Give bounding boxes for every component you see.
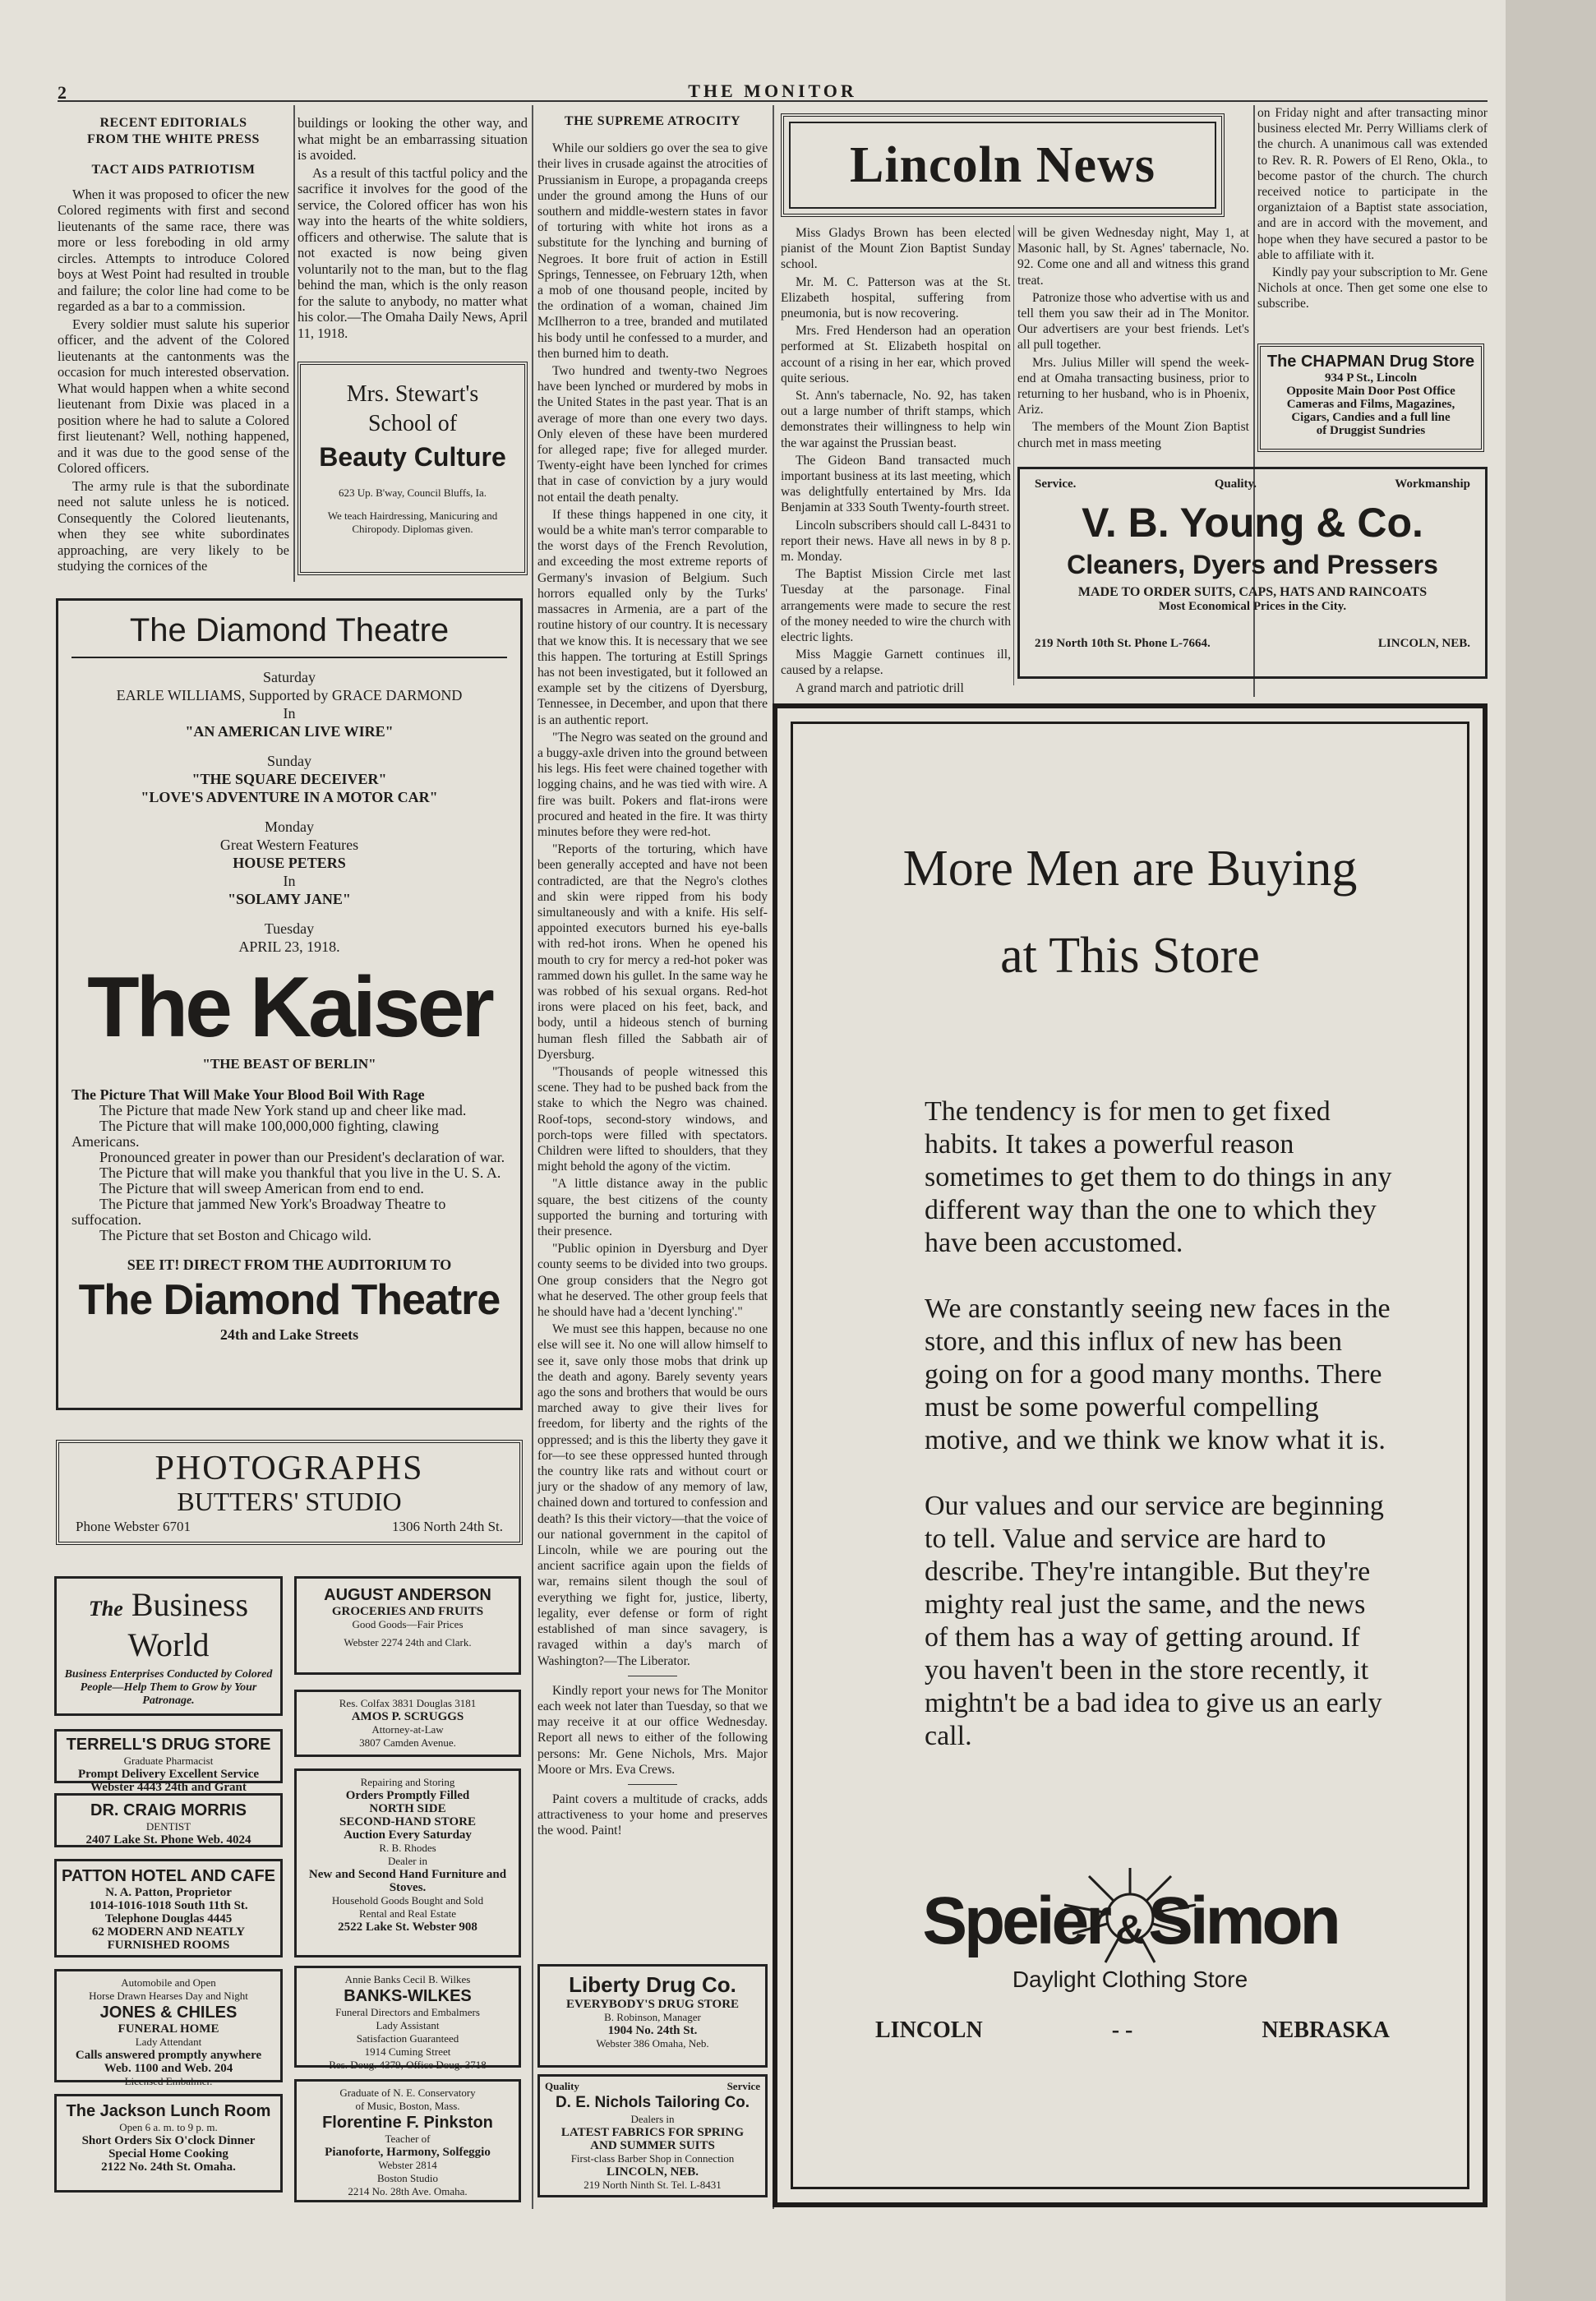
anderson-ad	[294, 1576, 521, 1675]
schedule-day: Monday	[265, 818, 314, 835]
article-heading: THE SUPREME ATROCITY	[564, 114, 741, 128]
ad-line: LINCOLN, NEB.	[1377, 637, 1470, 650]
ad-line: Attorney-at-Law	[371, 1723, 444, 1736]
news-item: Miss Gladys Brown has been elected pianist of the Mount Zion Baptist Sunday school.	[781, 226, 1011, 272]
jones-chiles-ad	[54, 1969, 283, 2087]
ad-line: Prompt Delivery Excellent Service	[77, 1768, 260, 1781]
ad-line: Web. 1100 and Web. 204	[104, 2062, 233, 2075]
news-item: Mrs. Fred Henderson had an operation performed at St. Elizabeth hospital on account of a rising in her ear, which proved quite serious.	[781, 324, 1011, 385]
jackson-lunch-ad	[54, 2094, 283, 2193]
film-title: "SOLAMY JANE"	[228, 891, 351, 907]
pitch-line: The Picture that jammed New York's Broadway Theatre to suffocation.	[71, 1196, 446, 1228]
ad-line: N. A. Patton, Proprietor	[105, 1886, 232, 1899]
ad-headline: More Men are Buying	[902, 841, 1358, 897]
ad-line: of Music, Boston, Mass.	[355, 2100, 460, 2112]
editorial-continued	[298, 115, 528, 353]
ad-line: of Druggist Sundries	[1316, 424, 1426, 437]
pitch-line: The Picture that will sweep American from end to end.	[99, 1180, 424, 1197]
logo-word: Simon	[1148, 1884, 1338, 1958]
schedule-day: Tuesday	[264, 920, 315, 937]
schedule-line: EARLE WILLIAMS, Supported by GRACE DARMOND	[116, 687, 463, 703]
nichols-tailoring-ad	[537, 2074, 768, 2197]
ad-line: Orders Promptly Filled	[345, 1789, 470, 1802]
ad-line: Telephone Douglas 4445	[104, 1912, 233, 1925]
ad-line: 2522 Lake St. Webster 908	[338, 1921, 477, 1934]
patton-ad	[54, 1859, 283, 1957]
paragraph: "A little distance away in the public square, the best citizens of the county supported the burning and torturing with their presence.	[537, 1177, 768, 1239]
ad-line: 3807 Camden Avenue.	[359, 1736, 456, 1749]
chapman-drug-ad	[1257, 344, 1484, 452]
ad-line: Dealers in	[630, 2113, 675, 2125]
lincoln-news-right	[1017, 225, 1249, 452]
business-name: NORTH SIDE	[369, 1802, 446, 1815]
ad-line: Cameras and Films, Magazines,	[1286, 398, 1455, 411]
studio-phone: Phone Webster 6701	[76, 1519, 191, 1534]
schedule-line: In	[283, 705, 296, 722]
ad-line: Licensed Embalmer.	[124, 2075, 213, 2087]
ad-line: Opposite Main Door Post Office	[1286, 385, 1455, 398]
schedule-date: APRIL 23, 1918.	[238, 938, 340, 955]
pitch-list	[71, 1087, 507, 1243]
column-rule	[532, 105, 533, 2209]
photographs-ad	[56, 1440, 523, 1545]
ad-line: Household Goods Bought and Sold	[331, 1894, 484, 1907]
paragraph: If these things happened in one city, it would be a white man's terror comparable to the worst days of the French Revolution, and exceeding the most extreme reports of Germany's invasion of Belgium. Such horrors equalled only by the Turks' massacres in Armenia, are a part of the routine history of our country. It is necessary that we know this. It is necessary that we see this happen. The torturing at Estill Springs has not been investigated, but it followed an example set by the citizens of Dyersburg, Tennessee, in December, and upon that there is an authentic report.	[537, 507, 768, 727]
ad-line: Service.	[1035, 477, 1077, 491]
business-name: The CHAPMAN Drug Store	[1266, 353, 1475, 371]
ad-line: FURNISHED ROOMS	[107, 1939, 230, 1952]
news-item: The Baptist Mission Circle met last Tuesday at the parsonage. Final arrangements were made to secure the rest of the money needed to wire the church with electric lights.	[781, 567, 1011, 645]
bw-line1: Business	[131, 1586, 249, 1623]
ad-paragraph: Our values and our service are beginning to tell. Value and service are hard to describe. They're intangible. But they're mighty real just the same, and the news of them has a way of getting around. If you haven't been in the store recently, it mightn't be a bad idea to give us an early call.	[925, 1491, 1384, 1751]
logo-amp: &	[1115, 1907, 1142, 1953]
ad-line: 1914 Cuming Street	[364, 2045, 451, 2058]
business-name: PATTON HOTEL AND CAFE	[62, 1867, 275, 1885]
ad-line: R. B. Rhodes	[379, 1842, 436, 1854]
northside-store-ad	[294, 1768, 521, 1957]
ad-line: Quality	[545, 2080, 579, 2092]
ad-line: FUNERAL HOME	[118, 2022, 219, 2036]
business-name: V. B. Young & Co.	[1082, 500, 1423, 546]
ad-line: 934 P St., Lincoln	[1324, 371, 1418, 385]
ad-line: LINCOLN, NEB.	[606, 2165, 699, 2179]
ad-line: B. Robinson, Manager	[604, 2011, 701, 2023]
schedule-day: Saturday	[263, 669, 316, 685]
editorial-heading: FROM THE WHITE PRESS	[87, 131, 260, 146]
paragraph: buildings or looking the other way, and what might be an embarrassing situation is avoided.	[298, 115, 528, 163]
ad-line: EVERYBODY'S DRUG STORE	[565, 1998, 740, 2011]
ad-line: School of	[367, 411, 458, 436]
business-name: DR. CRAIG MORRIS	[90, 1801, 247, 1819]
ad-line: Graduate Pharmacist	[123, 1755, 214, 1767]
ad-line: 1014-1016-1018 South 11th St.	[89, 1899, 248, 1912]
morris-ad	[54, 1793, 283, 1847]
photo-title: PHOTOGRAPHS	[155, 1450, 424, 1487]
ad-line: Lady Assistant	[376, 2019, 440, 2031]
speier-simon-ad	[773, 703, 1488, 2207]
ad-line: Rental and Real Estate	[358, 1907, 457, 1920]
paragraph: Every soldier must salute his superior officer, and the advent of the Colored lieutenants at the cantonments was the occasion for much interested observation. What would happen when a white second lieutenant from Dixie was placed in a position where he had to salute a Colored first lieutenant? Well, nothing happened, and it was due to the good sense of the Colored officers.	[58, 316, 289, 476]
paragraph: While our soldiers go over the sea to give their lives in crusade against the atrocities of Prussianism in Europe, a propaganda creeps under the ground among the Huns of our southern and middle-western states in favor of torturing with white hot irons as a substitute for the lynching and burning of Negroes. It bore fruit of action in Estill Springs, Tennessee, on February 12th, when a mob of one thousand people, incited by the ordination of a woman, chained Jim McIlherron to a tree, branded and mutilated his body until he confessed to a murder, and then burned him to death.	[537, 141, 768, 361]
ad-line: 62 MODERN AND NEATLY	[91, 1925, 246, 1939]
ad-detail: We teach Hairdressing, Manicuring and Chiropody. Diplomas given.	[327, 510, 498, 535]
schedule-line: Great Western Features	[219, 837, 359, 853]
pitch-line: The Picture That Will Make Your Blood Boil With Rage	[71, 1086, 425, 1103]
ad-line: Auction Every Saturday	[344, 1828, 472, 1842]
paragraph: "Public opinion in Dyersburg and Dyer county seems to be divided into two groups. One group considers that the Negro got what he deserved. The other group feels that he should have had a 'decent lynching'."	[537, 1242, 768, 1320]
terrell-ad	[54, 1729, 283, 1794]
theatre-title-large: The Diamond Theatre	[78, 1276, 500, 1324]
news-item: The members of the Mount Zion Baptist church met in mass meeting	[1017, 420, 1249, 450]
news-item: will be given Wednesday night, May 1, at Masonic hall, by St. Agnes' tabernacle, No. 92. Come one and all and witness this grand treat.	[1017, 226, 1249, 288]
business-name: AMOS P. SCRUGGS	[351, 1710, 464, 1723]
ad-city: LINCOLN	[875, 2017, 983, 2043]
business-world-ad	[54, 1576, 283, 1716]
ad-line: Mrs. Stewart's	[346, 381, 479, 407]
ad-line: Calls answered promptly anywhere	[75, 2049, 262, 2062]
business-name: The Jackson Lunch Room	[66, 2102, 271, 2120]
ad-line: Special Home Cooking	[108, 2147, 228, 2160]
ad-line: 219 North 10th St. Phone L-7664.	[1035, 637, 1211, 650]
schedule-day: Sunday	[267, 753, 311, 769]
lincoln-news-left	[781, 225, 1011, 695]
ad-line: Lady Attendant	[135, 2036, 202, 2048]
ad-line: Service	[727, 2080, 760, 2092]
young-cleaners-ad	[1017, 467, 1488, 679]
ad-line: DENTIST	[145, 1820, 191, 1833]
diamond-theatre-ad	[56, 598, 523, 1410]
editorial-subhead: TACT AIDS PATRIOTISM	[91, 163, 256, 177]
pinkston-ad	[294, 2079, 521, 2202]
ad-line: Pianoforte, Harmony, Solfeggio	[325, 2146, 491, 2159]
paragraph: The army rule is that the subordinate need not salute unless he is noticed. Consequently the Colored lieutenants, when they see white subordinates approaching, are very likely to be studying the cornices of the	[58, 477, 289, 574]
ad-line: New and Second Hand Furniture and Stoves.	[308, 1868, 507, 1894]
ad-line: 2407 Lake St. Phone Web. 4024	[85, 1833, 251, 1847]
film-title: "LOVE'S ADVENTURE IN A MOTOR CAR"	[141, 789, 438, 805]
paragraph: "The Negro was seated on the ground and a buggy-axle driven into the ground between his legs. His feet were chained together with logging chains, and he was tied with wire. A fire was built. Pokers and flat-irons were procured and heated in the fire. It was thirty minutes before they were red-hot.	[537, 730, 768, 839]
news-item: Miss Maggie Garnett continues ill, caused by a relapse.	[781, 648, 1011, 678]
theatre-address: 24th and Lake Streets	[219, 1326, 359, 1343]
pitch-line: The Picture that set Boston and Chicago wild.	[99, 1227, 371, 1243]
news-item: Lincoln subscribers should call L-8431 to report their news. Have all news in by 8 p. m. Monday.	[781, 518, 1011, 565]
ad-line: Most Economical Prices in the City.	[1158, 600, 1347, 613]
ad-line: Webster 2274 24th and Clark.	[344, 1636, 472, 1649]
ad-line: AND SUMMER SUITS	[590, 2139, 715, 2152]
kaiser-title: The Kaiser	[87, 960, 491, 1055]
business-name: JONES & CHILES	[99, 2004, 238, 2022]
studio-name: BUTTERS' STUDIO	[177, 1487, 402, 1516]
ad-line: Graduate of N. E. Conservatory	[339, 2087, 476, 2099]
ad-line: Good Goods—Fair Prices	[352, 1618, 464, 1630]
ad-line: First-class Barber Shop in Connection	[570, 2152, 735, 2165]
ad-line: Short Orders Six O'clock Dinner	[81, 2134, 256, 2147]
paint-paragraph: Paint covers a multitude of cracks, adds attractiveness to your home and preserves the wood. Paint!	[537, 1791, 768, 1838]
bw-line2: World	[127, 1626, 210, 1663]
paragraph: When it was proposed to oficer the new Colored regiments with first and second lieutenants of the same race, there was more or less foreboding in old army circles. Attempts to introduce Colored boys at West Point had resulted in trouble and failure; the color line had come to be regarded as a bar to a commission.	[58, 186, 289, 314]
speier-logo	[842, 1884, 1418, 1993]
ad-line: Automobile and Open	[121, 1976, 216, 1989]
church-news-column	[1257, 105, 1488, 335]
ad-line: 1904 No. 24th St.	[607, 2024, 698, 2037]
ad-line: 2122 No. 24th St. Omaha.	[101, 2160, 236, 2174]
ad-line: 2214 No. 28th Ave. Omaha.	[348, 2185, 468, 2197]
paragraph: on Friday night and after transacting minor business elected Mr. Perry Williams clerk of the church. A unanimous call was extended to Rev. R. R. Powers of El Reno, Okla., to become pastor of the church. The church received notice to participate in the organiztaion of a Baptist state association, and are in accord with the movement, and hope when they have secured a pastor to be able to affiliate with it.	[1257, 106, 1488, 262]
ad-line: Horse Drawn Hearses Day and Night	[89, 1990, 248, 2002]
paragraph: "Reports of the torturing, which have been generally accepted and have not been contradicted, are that the Negro's clothes and skin were ripped from his body simultaneously and with a knife. His self-appointed executors burned his eye-balls with red-hot irons. When he opened his mouth to cry for mercy a red-hot poker was rammed down his gullet. In the same way he was robbed of his sexual organs. Red-hot irons were placed on his feet, back, and body, until a hideous stench of burning human flesh filled the Sabbath air of Dyersburg.	[537, 842, 768, 1062]
see-it-line: SEE IT! DIRECT FROM THE AUDITORIUM TO	[127, 1257, 452, 1273]
business-name: Liberty Drug Co.	[569, 1972, 736, 1997]
paragraph: Two hundred and twenty-two Negroes have been lynched or murdered by mobs in the United States in the past year. That is an average of more than one every two days. Only eleven of these have been murdered for alleged rape; five for alleged murder. Twenty-eight have been lynched for crimes that in case of conviction by a jury would not entail the death penalty.	[537, 364, 768, 505]
film-title: "THE SQUARE DECEIVER"	[191, 771, 387, 787]
pitch-line: Pronounced greater in power than our President's declaration of war.	[99, 1149, 505, 1165]
notice-paragraph: Kindly report your news for The Monitor each week not later than Tuesday, so that we may receive it at our office Wednesday. Report all news to either of the following persons: Mr. Gene Nichols, Mrs. Major Moore or Mrs. Eva Crews.	[537, 1683, 768, 1777]
ad-line: Quality.	[1214, 477, 1257, 491]
film-title: "AN AMERICAN LIVE WIRE"	[185, 723, 394, 740]
bw-tagline: Business Enterprises Conducted by Colored People—Help Them to Grow by Your Patronage.	[64, 1668, 273, 1707]
schedule-line: In	[283, 873, 296, 889]
theatre-title: The Diamond Theatre	[71, 609, 507, 658]
scruggs-ad	[294, 1690, 521, 1757]
ad-state: NEBRASKA	[1262, 2017, 1390, 2043]
paragraph: We must see this happen, because no one else will see it. No one will allow himself to see it, save only those mobs that drink up the death and agony. Barely seventy years ago the sons and brothers that would be ours marched away to give their lives for freedom, for liberty and the rights of the oppressed; and is this the liberty they gave it for—to see these oppressed hunted through the country like rats and without court or jury or the shadow of any memory of law, chained down and tortured to confession and death? Is this their victory—that the voice of our national government in the capitol of Lincoln, while we are pouring out the ancient sacrifice again upon the fields of war, remains silent though the soul of everything we fight for, justice, liberty, legality, ever defense or form of right established of man since savagery, is ravaged within a day's march of Washington?—The Liberator.	[537, 1322, 768, 1668]
lincoln-news-title: Lincoln News	[850, 136, 1155, 193]
business-name: AUGUST ANDERSON	[324, 1586, 491, 1604]
column-rule	[293, 105, 295, 582]
news-item: St. Ann's tabernacle, No. 92, has taken out a large number of thrift stamps, which demonstrates their willingness to help win the war against the Prussian beast.	[781, 389, 1011, 450]
ad-line: Dealer in	[387, 1855, 427, 1867]
liberty-drug-ad	[537, 1964, 768, 2068]
ad-dash: - -	[1111, 2017, 1133, 2043]
editorial-column	[58, 115, 289, 583]
business-name: D. E. Nichols Tailoring Co.	[555, 2094, 750, 2111]
ad-line: Res. Doug. 4379, Office Doug. 3718	[329, 2059, 487, 2071]
schedule-line: HOUSE PETERS	[233, 855, 346, 871]
ad-line: Res. Colfax 3831 Douglas 3181	[339, 1697, 477, 1709]
ad-title: Beauty Culture	[319, 442, 506, 472]
news-item: Mrs. Julius Miller will spend the week-end at Omaha transacting business, prior to returning to her husband, who is in Phoenix, Ariz.	[1017, 355, 1249, 417]
kaiser-subtitle: "THE BEAST OF BERLIN"	[202, 1056, 376, 1072]
business-name: TERRELL'S DRUG STORE	[66, 1736, 271, 1754]
logo-tagline: Daylight Clothing Store	[1012, 1967, 1248, 1992]
business-name: SECOND-HAND STORE	[339, 1815, 476, 1828]
ad-line: Webster 4443 24th and Grant	[90, 1781, 247, 1794]
ad-line: Boston Studio	[376, 2172, 439, 2184]
ad-line: Cigars, Candies and a full line	[1291, 411, 1451, 424]
studio-address: 1306 North 24th St.	[391, 1519, 503, 1534]
ad-line: Open 6 a. m. to 9 p. m.	[119, 2121, 218, 2133]
paragraph: As a result of this tactful policy and the sacrifice it involves for the good of the service, the Colored officer has won his way into the hearts of the white soldiers, officers and otherwise. The salute that is not exacted is now being given voluntarily not to the man, but to the flag behind the man, which is the only reason for the salute to anybody, no matter what his color.—The Omaha Daily News, April 11, 1918.	[298, 164, 528, 341]
logo-word: Speier	[922, 1884, 1109, 1958]
stewart-ad	[298, 362, 528, 575]
news-item: Patronize those who advertise with us and tell them you saw their ad in The Monitor. Our advertisers are your best friends. Let's all pull together.	[1017, 290, 1249, 353]
ad-line: Funeral Directors and Embalmers	[335, 2006, 480, 2018]
news-item: The Gideon Band transacted much important business at its last meeting, which was delightfully entertained by Mrs. Ida Benjamin at 333 South Twenty-fourth street.	[781, 453, 1011, 515]
ad-line: Webster 2814	[378, 2159, 437, 2171]
news-item: A grand march and patriotic drill	[796, 680, 964, 695]
ad-line: Workmanship	[1395, 477, 1470, 491]
editorial-heading: RECENT EDITORIALS	[99, 116, 247, 130]
ad-paragraph: We are constantly seeing new faces in the store, and this influx of new has been going on for a good many months. There must be some powerful compelling motive, and we think we know what it is.	[925, 1293, 1391, 1455]
pitch-line: The Picture that will make 100,000,000 fighting, clawing Americans.	[71, 1118, 439, 1150]
news-item: Mr. M. C. Patterson was at the St. Elizabeth hospital, suffering from pneumonia, but is now recovering.	[781, 274, 1011, 321]
ad-line: 219 North Ninth St. Tel. L-8431	[584, 2179, 722, 2191]
lincoln-news-masthead	[781, 113, 1225, 217]
ad-line: LATEST FABRICS FOR SPRING	[560, 2126, 745, 2139]
ad-line: Webster 386 Omaha, Neb.	[596, 2037, 709, 2050]
pitch-line: The Picture that will make you thankful that you live in the U. S. A.	[99, 1164, 501, 1181]
torn-edge	[1506, 0, 1596, 2301]
ad-line: Annie Banks Cecil B. Wilkes	[344, 1973, 471, 1985]
ad-line: Repairing and Storing	[360, 1776, 455, 1788]
ad-line: Satisfaction Guaranteed	[356, 2032, 459, 2045]
business-name: BANKS-WILKES	[344, 1987, 472, 2005]
newspaper-title: THE MONITOR	[688, 81, 857, 101]
atrocity-article	[537, 113, 768, 1954]
page-number: 2	[58, 82, 67, 103]
paragraph: "Thousands of people witnessed this scene. They had to be pushed back from the stake to which the Negro was chained. Roof-tops, second-story windows, and porch-tops were filled with spectators. Children were lifted to shoulders, that they might behold the agony of the victim.	[537, 1064, 768, 1174]
business-subtitle: Cleaners, Dyers and Pressers	[1067, 550, 1438, 579]
ad-address: 623 Up. B'way, Council Bluffs, Ia.	[339, 486, 487, 499]
business-name: Florentine F. Pinkston	[322, 2114, 493, 2132]
ad-headline: at This Store	[1000, 928, 1260, 984]
paragraph: Kindly pay your subscription to Mr. Gene Nichols at once. Then get some one else to subscribe.	[1257, 265, 1488, 311]
bw-the: The	[88, 1597, 123, 1621]
ad-line: Teacher of	[385, 2133, 431, 2145]
ad-paragraph: The tendency is for men to get fixed habits. It takes a powerful reason sometimes to get them to do things in any different way than the one to which they have been accustomed.	[925, 1096, 1392, 1258]
ad-line: GROCERIES AND FRUITS	[331, 1605, 484, 1618]
pitch-line: The Picture that made New York stand up and cheer like mad.	[99, 1102, 467, 1118]
banks-wilkes-ad	[294, 1966, 521, 2071]
running-head	[58, 81, 1488, 102]
ad-line: MADE TO ORDER SUITS, CAPS, HATS AND RAINCOATS	[1077, 585, 1428, 599]
column-rule	[1013, 225, 1014, 685]
